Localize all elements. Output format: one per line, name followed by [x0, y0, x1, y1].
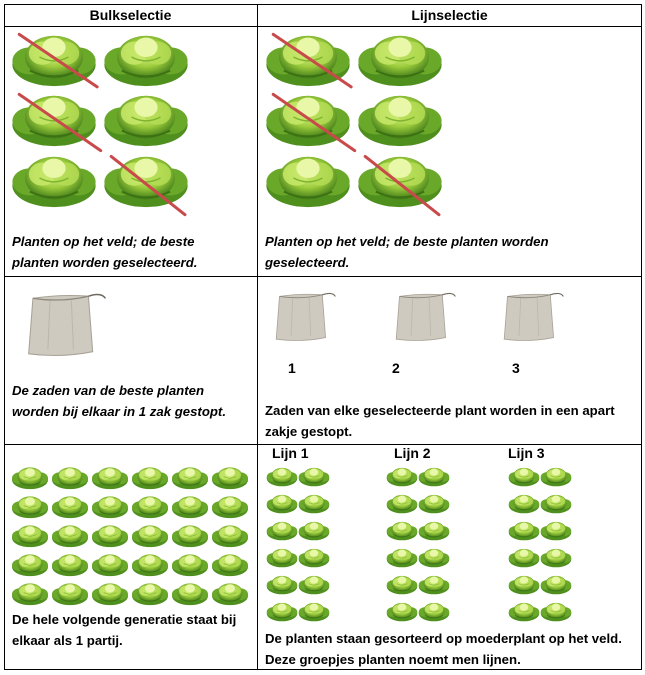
lettuce-icon — [266, 519, 298, 541]
lettuce-icon — [102, 28, 190, 88]
lettuce-icon — [10, 551, 50, 577]
seed-bag-icon — [496, 284, 570, 350]
lettuce-icon — [266, 465, 298, 487]
lettuce-icon — [418, 600, 450, 622]
row1-divider — [4, 276, 642, 277]
lettuce-icon — [130, 580, 170, 606]
header-divider — [4, 26, 642, 27]
lettuce-icon — [130, 493, 170, 519]
lettuce-icon — [418, 546, 450, 568]
lettuce-icon — [90, 464, 130, 490]
lijn-label-2: Lijn 2 — [394, 445, 431, 461]
lettuce-icon — [210, 551, 250, 577]
lettuce-icon — [298, 492, 330, 514]
lijn-label-3: Lijn 3 — [508, 445, 545, 461]
row3-lijn-caption: De planten staan gesorteerd op moederplant op het veld. Deze groepjes planten noemt men lijnen. — [265, 631, 622, 667]
lettuce-icon — [266, 600, 298, 622]
lettuce-icon — [90, 580, 130, 606]
lettuce-icon — [540, 519, 572, 541]
row2-lijn-caption: Zaden van elke geselecteerde plant worden in een apart zakje gestopt. — [265, 403, 615, 439]
lettuce-icon — [298, 546, 330, 568]
seed-bag-icon — [388, 282, 462, 352]
lettuce-icon — [130, 522, 170, 548]
lettuce-icon — [418, 519, 450, 541]
lettuce-icon — [508, 600, 540, 622]
row2-bulk-caption: De zaden van de beste planten worden bij elkaar in 1 zak gestopt. — [12, 383, 226, 419]
lettuce-icon — [298, 600, 330, 622]
bag-number-3: 3 — [512, 360, 520, 376]
lettuce-icon — [266, 492, 298, 514]
lettuce-icon — [540, 465, 572, 487]
lettuce-icon — [10, 464, 50, 490]
table-border-right — [641, 4, 642, 670]
lettuce-icon — [508, 492, 540, 514]
lettuce-icon — [418, 465, 450, 487]
row1-bulk-caption: Planten op het veld; de beste planten worden geselecteerd. — [12, 234, 198, 270]
lettuce-icon — [10, 522, 50, 548]
bag-number-2: 2 — [392, 360, 400, 376]
lettuce-icon — [418, 573, 450, 595]
lettuce-icon — [508, 546, 540, 568]
lettuce-icon — [266, 546, 298, 568]
header-bulkselectie: Bulkselectie — [89, 7, 172, 23]
lettuce-icon — [130, 464, 170, 490]
lettuce-icon — [298, 465, 330, 487]
lettuce-icon — [508, 573, 540, 595]
lettuce-icon — [386, 492, 418, 514]
lettuce-icon — [210, 493, 250, 519]
lettuce-icon — [540, 546, 572, 568]
lettuce-icon — [170, 580, 210, 606]
lettuce-icon — [356, 88, 444, 148]
lettuce-icon — [298, 573, 330, 595]
lettuce-icon — [130, 551, 170, 577]
lettuce-icon — [50, 464, 90, 490]
lettuce-icon — [50, 580, 90, 606]
header-lijnselectie: Lijnselectie — [411, 7, 488, 23]
lettuce-icon — [10, 493, 50, 519]
lettuce-icon — [386, 465, 418, 487]
seed-bag-icon — [268, 284, 342, 350]
lettuce-icon — [508, 519, 540, 541]
lettuce-icon — [386, 546, 418, 568]
bag-number-1: 1 — [288, 360, 296, 376]
table-border-left — [4, 4, 5, 670]
lettuce-icon — [386, 600, 418, 622]
lettuce-icon — [50, 522, 90, 548]
lettuce-icon — [264, 149, 352, 209]
row2-divider — [4, 444, 642, 445]
lettuce-icon — [540, 573, 572, 595]
seed-bag-icon — [18, 282, 114, 368]
lettuce-icon — [50, 551, 90, 577]
lettuce-icon — [418, 492, 450, 514]
lettuce-icon — [170, 522, 210, 548]
lettuce-icon — [50, 493, 90, 519]
lettuce-icon — [210, 522, 250, 548]
lettuce-icon — [266, 573, 298, 595]
lettuce-icon — [386, 573, 418, 595]
lettuce-icon — [102, 88, 190, 148]
lettuce-icon — [10, 149, 98, 209]
lettuce-icon — [298, 519, 330, 541]
lettuce-icon — [170, 493, 210, 519]
lettuce-icon — [10, 580, 50, 606]
lettuce-icon — [540, 492, 572, 514]
row3-bulk-caption: De hele volgende generatie staat bij elkaar als 1 partij. — [12, 612, 237, 648]
lijn-label-1: Lijn 1 — [272, 445, 309, 461]
lettuce-icon — [356, 28, 444, 88]
table-border-middle — [257, 4, 258, 670]
comparison-table — [4, 4, 642, 670]
lettuce-icon — [90, 493, 130, 519]
lettuce-icon — [210, 464, 250, 490]
lettuce-icon — [508, 465, 540, 487]
lettuce-icon — [90, 522, 130, 548]
lettuce-icon — [90, 551, 130, 577]
lettuce-icon — [210, 580, 250, 606]
lettuce-icon — [170, 551, 210, 577]
lettuce-icon — [386, 519, 418, 541]
row1-lijn-caption: Planten op het veld; de beste planten worden geselecteerd. — [265, 234, 549, 270]
lettuce-icon — [170, 464, 210, 490]
lettuce-icon — [540, 600, 572, 622]
